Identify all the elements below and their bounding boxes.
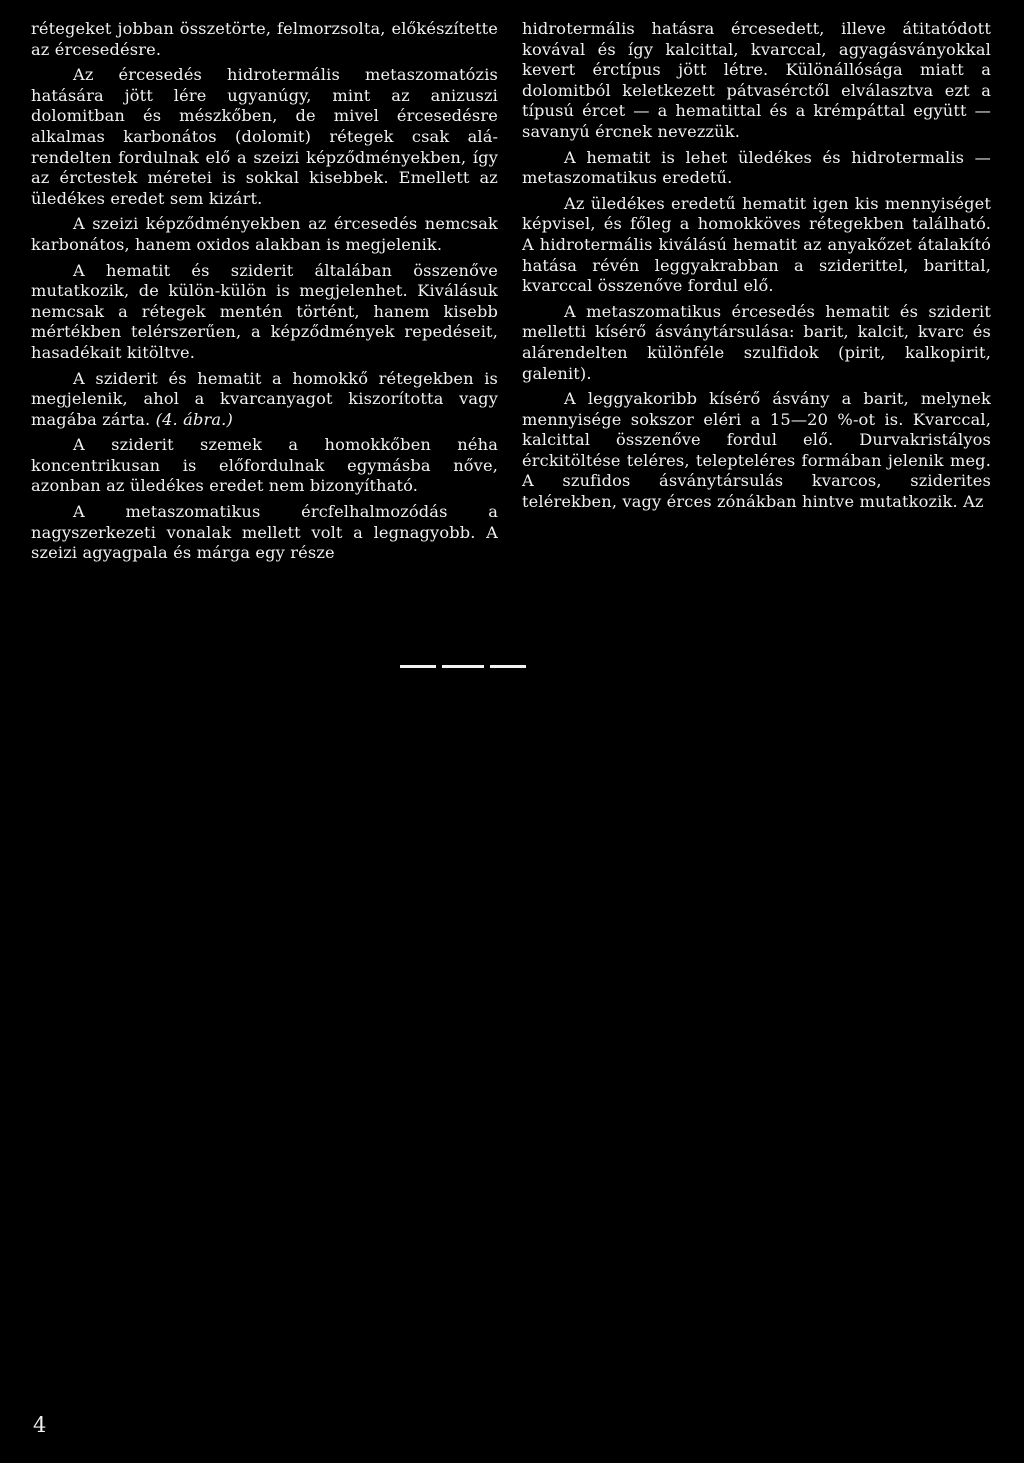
paragraph: A metaszomatikus ércfelhalmozódás a nagyszerkezeti vonalak mellett volt a legnagyobb. A szeizi agyagpala és márga egy része	[31, 502, 498, 563]
right-text-column	[522, 19, 991, 518]
separator-dash	[490, 665, 526, 668]
paragraph-text: A sziderit és hematit a homokkő rétegekben is megjelenik, ahol a kvarcanyagot kiszorította vagy magába zárta.	[31, 368, 498, 429]
paragraph: hidrotermális hatásra ércesedett, illeve átitatódott kovával és így kalcittal, kvarccal, agyagásványokkal kevert érctípus jött létre. Különállósága miatt a dolomitból keletkezett pátvasérctől elválasztva ezt a típusú ércet — a hematittal és a krémpáttal együtt — savanyú ércnek nevezzük.	[522, 19, 991, 141]
figure-reference: (4. ábra.)	[155, 409, 233, 429]
paragraph: A szeizi képződményekben az ércesedés nemcsak karbonátos, hanem oxidos alakban is megjelenik.	[31, 214, 498, 254]
paragraph: A hematit is lehet üledékes és hidrotermalis — metaszomatikus eredetű.	[522, 147, 991, 188]
paragraph: A hematit és sziderit általában összenőve mutatkozik, de külön-külön is megjelenhet. Kiválásuk nemcsak a rétegek mentén történt, hanem kisebb mértékben telérszerűen, a képződmények repedéseit, hasadékait kitöltve.	[31, 260, 498, 362]
separator-dash	[400, 665, 436, 668]
paragraph: Az üledékes eredetű hematit igen kis mennyiséget képvisel, és főleg a homokköves rétegekben található. A hidrotermális kiválású hematit az anyakőzet átalakító hatása révén leggyakrabban a sziderittel, barittal, kvarccal összenőve fordul elő.	[522, 193, 991, 296]
paragraph: rétegeket jobban összetörte, felmorzsolta, előkészítette az ércesedésre.	[31, 19, 498, 59]
paragraph: A leggyakoribb kísérő ásvány a barit, melynek mennyisége sokszor eléri a 15—20 %-ot is. Kvarccal, kalcittal összenőve fordul elő. Durvakristályos érckitöltése teléres, telepteléres formában jelenik meg. A szufidos ásványtársulás kvarcos, sziderites telérekben, vagy érces zónákban hintve mutatkozik. Az	[522, 389, 991, 512]
paragraph: A sziderit szemek a homokkőben néha koncentrikusan is előfordulnak egymásba nőve, azonban az üledékes eredet nem bizonyítható.	[31, 435, 498, 496]
section-separator	[400, 661, 538, 671]
page-number: 4	[33, 1413, 47, 1437]
paragraph: Az ércesedés hidrotermális metaszomatózis hatására jött lére ugyanúgy, mint az anizuszi dolomitban és mészkőben, de mivel ércesedésre alkalmas karbonátos (dolomit) rétegek csak alárendelten fordulnak elő a szeizi képződményekben, így az érctestek méretei is sokkal kisebbek. Emellett az üledékes eredet sem kizárt.	[31, 65, 498, 208]
paragraph-with-figure-reference	[31, 369, 498, 431]
left-text-column	[31, 19, 498, 569]
paragraph: A metaszomatikus ércesedés hematit és sziderit melletti kísérő ásványtársulása: barit, kalcit, kvarc és alárendelten különféle szulfidok (pirit, kalkopirit, galenit).	[522, 301, 991, 383]
separator-dash	[442, 665, 484, 668]
